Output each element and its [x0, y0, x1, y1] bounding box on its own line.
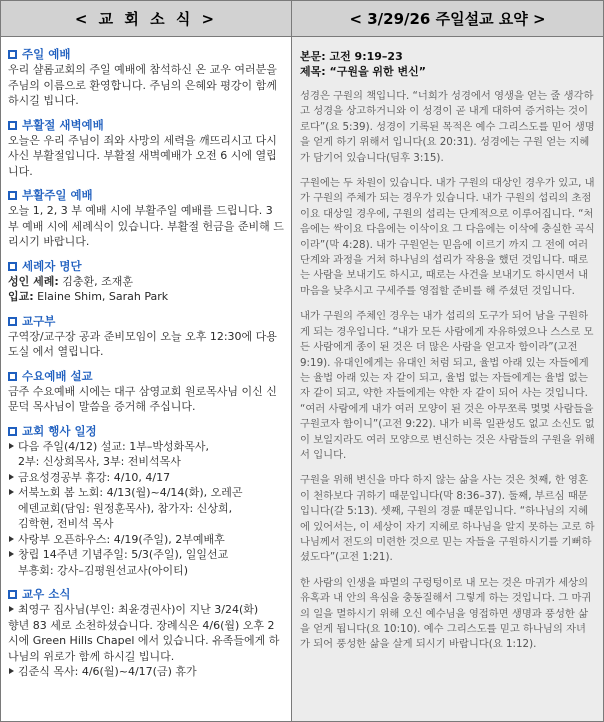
- section-title: 부활절 새벽예배: [22, 117, 104, 132]
- event-item-cont: 김학현, 전비석 목사: [18, 517, 114, 530]
- news-easter-dawn: [8, 118, 285, 180]
- news-wednesday-sermon: [8, 369, 285, 415]
- confirmation-line: [8, 289, 285, 305]
- church-news-header: < 교 회 소 식 >: [1, 1, 292, 36]
- sermon-paragraph: 구원을 위해 변신을 마다 하지 않는 삶을 사는 것은 첫째, 한 영혼이 천하보다 귀하기 때문입니다(막 8:36–37). 둘째, 부르심 때문입니다(갈 5:13). 셋째, 구원의 경륜 때문입니다. “하나님의 지혜에 있어서는, 이 세상이 자기 지혜로 하나님을 알지 못하는 고로 하나님께서 전도의 미련한 것으로 믿는 자들을 구원하시기를 기뻐하셨도다”(고전 1:21).: [300, 474, 595, 564]
- news-sunday-service: [8, 47, 285, 109]
- section-body: 구역장/교구장 공과 준비모임이 오늘 오후 12:30에 다용도실 에서 열립니다.: [8, 329, 277, 358]
- event-item-cont: 에덴교회(담임: 원정훈목사), 참가자: 신상희,: [18, 501, 233, 515]
- square-outline-icon: [8, 191, 17, 200]
- section-title: 교구부: [22, 313, 56, 328]
- sermon-paragraph: 한 사람의 인생을 파멸의 구렁텅이로 내 모는 것은 마귀가 세상의 유혹과 내 안의 욕심을 충동질해서 그렇게 하는 것입니다. 그 마귀의 일을 멸하시기 위해 오신 예수님을 영접하면 생명과 풍성한 삶을 얻게 됩니다(요 10:10). 예수 그리스도를 믿고 하나님의 자녀가 되어 풍성한 삶을 살게 되시기 바랍니다(요 1:12).: [300, 576, 592, 651]
- sermon-summary-header: < 3/29/26 주일설교 요약 >: [292, 1, 603, 36]
- event-item-cont: 부흥회: 강사–김평원선교사(아이티): [18, 563, 189, 577]
- confirmation-label: 입교:: [8, 290, 34, 303]
- news-easter-service: [8, 188, 285, 250]
- square-outline-icon: [8, 121, 17, 130]
- square-outline-icon: [8, 427, 17, 436]
- section-title: 세례자 명단: [22, 258, 82, 273]
- church-news-column: [1, 37, 292, 721]
- adult-baptism-names: 김충환, 조재훈: [58, 274, 133, 288]
- event-item: 서북노회 봄 노회: 4/13(월)~4/14(화), 오레곤: [8, 485, 285, 501]
- event-item-cont: 2부: 신상희목사, 3부: 전비석목사: [18, 455, 181, 468]
- square-outline-icon: [8, 590, 17, 599]
- adult-baptism-line: [8, 274, 285, 290]
- event-item: 사랑부 오픈하우스: 4/19(주일), 2부예배후: [8, 532, 285, 548]
- section-body: 우리 샬롬교회의 주일 예배에 참석하신 온 교우 여러분을 주님의 이름으로 환영합니다. 주님의 은혜와 평강이 함께 하시길 빕니다.: [8, 63, 277, 107]
- section-title: 수요예배 설교: [22, 368, 93, 383]
- news-events: [8, 424, 285, 579]
- square-outline-icon: [8, 317, 17, 326]
- section-title: 교우 소식: [22, 587, 71, 601]
- square-outline-icon: [8, 262, 17, 271]
- section-body: 금주 수요예배 시에는 대구 삼영교회 원로목사님 이신 신문덕 목사님이 말씀을 증거해 주십니다.: [8, 384, 277, 413]
- event-item: 창립 14주년 기념주일: 5/3(주일), 일일선교: [8, 547, 285, 563]
- square-outline-icon: [8, 50, 17, 59]
- news-baptism-list: [8, 259, 285, 305]
- event-item: 금요성경공부 휴강: 4/10, 4/17: [8, 470, 285, 486]
- section-body: 오늘은 우리 주님이 죄와 사망의 세력을 깨뜨리시고 다시 사신 부활절입니다. 부활절 새벽예배가 오전 6 시에 열립니다.: [8, 133, 277, 178]
- bulletin-columns: [1, 37, 603, 721]
- section-body: 오늘 1, 2, 3 부 예배 시에 부활주일 예배를 드립니다. 3 부 예배 시에 세례식이 있습니다. 부활절 헌금을 준비해 드리시기 바랍니다.: [8, 204, 284, 248]
- section-title: 주일 예배: [22, 47, 71, 61]
- news-youth: [8, 314, 285, 360]
- member-news-item: 김준식 목사: 4/6(월)~4/17(금) 휴가: [8, 664, 285, 680]
- sermon-title: 제목: “구원을 위한 변신”: [300, 65, 426, 78]
- event-item: 다음 주일(4/12) 설교: 1부–박성화목사,: [8, 439, 285, 455]
- sermon-paragraph: 성경은 구원의 책입니다. “너희가 성경에서 영생을 얻는 줄 생각하고 성경을 상고하거니와 이 성경이 곧 내게 대하여 증거하는 것이로다”(요 5:39). 성경이 기록된 목적은 예수 그리스도를 믿어 생명을 얻게 하기 위해서 입니다(요 20:31). 성경에는 구원 얻는 지혜가 담기어 있습니다(딤후 3:15).: [300, 90, 595, 164]
- square-outline-icon: [8, 372, 17, 381]
- sermon-paragraph: 구원에는 두 차원이 있습니다. 내가 구원의 대상인 경우가 있고, 내가 구원의 주체가 되는 경우가 있습니다. 내가 구원의 섭리의 초점이요 대상일 경우에, 구원의 섭리는 단계적으로 이루어집니다. “처음에는 싹이요 다음에는 이삭이요 그 다음에는 이삭에 충실한 곡식이라”(막 4:28). 내가 구원얻는 믿음에 이르기 까지 그 전에 여러 단계와 과정을 거쳐 하나님의 섭리가 작용을 했던 것입니다. 때로는 사람을 보내기도 하시고, 때로는 사건을 보내기도 하시면서 내 마음을 낮추시고 구세주를 영접할 준비를 해 주셨던 것입니다.: [300, 177, 595, 297]
- sermon-scripture: 본문: 고전 9:19–23: [300, 50, 403, 63]
- sermon-column: [292, 37, 603, 721]
- news-members: [8, 587, 285, 680]
- section-title: 부활주일 예배: [22, 188, 93, 202]
- bulletin-header: [1, 1, 603, 37]
- section-title: 교회 행사 일정: [22, 423, 97, 438]
- member-news-cont: 향년 83 세로 소천하셨습니다. 장례식은 4/6(월) 오후 2 시에 Green Hills Chapel 에서 있습니다. 유족들에게 하나님의 위로가 함께 하시길 빕니다.: [8, 618, 280, 663]
- sermon-paragraph: 내가 구원의 주체인 경우는 내가 섭리의 도구가 되어 남을 구원하게 되는 경우입니다. “내가 모든 사람에게 자유하였으나 스스로 모든 사람에게 종이 된 것은 더 많은 사람을 얻고자 함이라”(고전 9:19). 유대인에게는 유대인 처럼 되고, 율법 아래 있는 자들에게는 율법 아래 있는 자 같이 되고, 율법 없는 자들에게는 율법 없는 자 같이 되고, 약한 자들에게는 약한 자 같이 되어 사는 것입니다. “여러 사람에게 내가 여러 모양이 된 것은 아무쪼록 몇몇 사람들을 구원코자 함이니”(고전 9:22). 내가 비록 일관성도 없고 소신도 없이 보일지라도 여러 모양으로 변신하는 것은 사람들의 구원을 위해서 입니다.: [300, 310, 595, 461]
- adult-baptism-label: 성인 세례:: [8, 274, 59, 288]
- confirmation-names: Elaine Shim, Sarah Park: [33, 290, 169, 303]
- member-news-item: 최영구 집사님(부인: 최윤경권사)이 지난 3/24(화): [8, 602, 285, 618]
